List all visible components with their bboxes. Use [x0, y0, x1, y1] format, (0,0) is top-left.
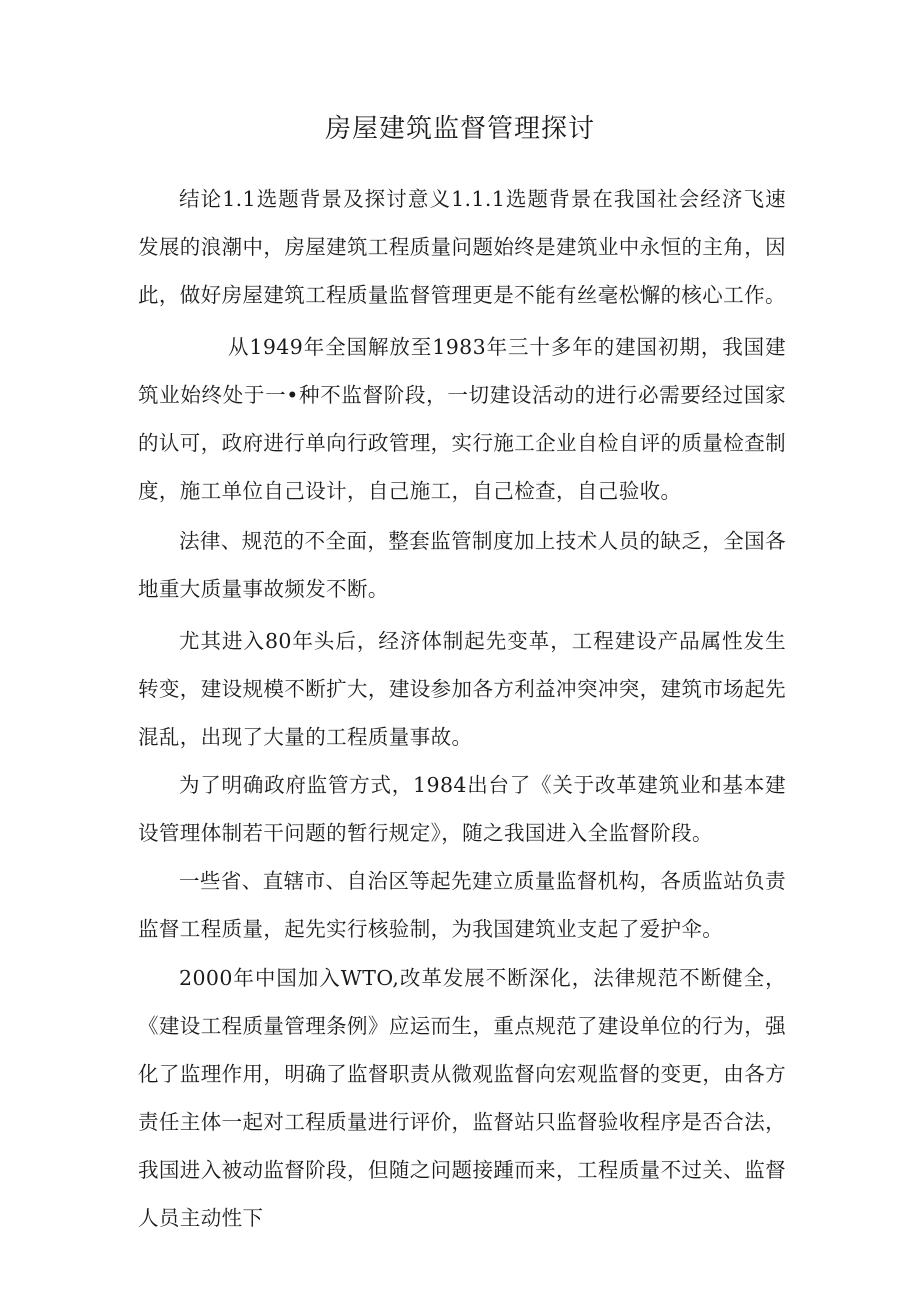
paragraph-1984-regulation: 为了明确政府监管方式，1984出台了《关于改革建筑业和基本建设管理体制若干问题的暂行规定》，随之我国进入全监督阶段。 [138, 773, 786, 845]
paragraph-early-period: 从1949年全国解放至1983年三十多年的建国初期，我国建筑业始终处于一•种不监督阶段，一切建设活动的进行必需要经过国家的认可，政府进行单向行政管理，实行施工企业自检自评的质量检查制度，施工单位自己设计，自己施工，自己检查，自己验收。 [138, 335, 786, 503]
paragraph-1980s-reform: 尤其进入80年头后，经济体制起先变革，工程建设产品属性发生转变，建设规模不断扩大，建设参加各方利益冲突冲突，建筑市场起先混乱，出现了大量的工程质量事故。 [138, 629, 786, 749]
paragraph-regulation-gaps: 法律、规范的不全面，整套监管制度加上技术人员的缺乏，全国各地重大质量事故频发不断。 [138, 529, 786, 601]
paragraph-supervision-agencies: 一些省、直辖市、自治区等起先建立质量监督机构，各质监站负责监督工程质量，起先实行核验制，为我国建筑业支起了爱护伞。 [138, 869, 786, 941]
paragraph-wto-era: 2000年中国加入WTO,改革发展不断深化，法律规范不断健全，《建设工程质量管理条例》应运而生，重点规范了建设单位的行为，强化了监理作用，明确了监督职责从微观监督向宏观监督的变更，由各方责任主体一起对工程质量进行评价，监督站只监督验收程序是否合法，我国进入被动监督阶段，但随之问题接踵而来，工程质量不过关、监督人员主动性下 [138, 966, 786, 1230]
paragraph-background: 结论1.1选题背景及探讨意义1.1.1选题背景在我国社会经济飞速发展的浪潮中，房屋建筑工程质量问题始终是建筑业中永恒的主角，因此，做好房屋建筑工程质量监督管理更是不能有丝毫松懈的核心工作。 [138, 187, 786, 307]
document-title: 房屋建筑监督管理探讨 [324, 114, 595, 144]
